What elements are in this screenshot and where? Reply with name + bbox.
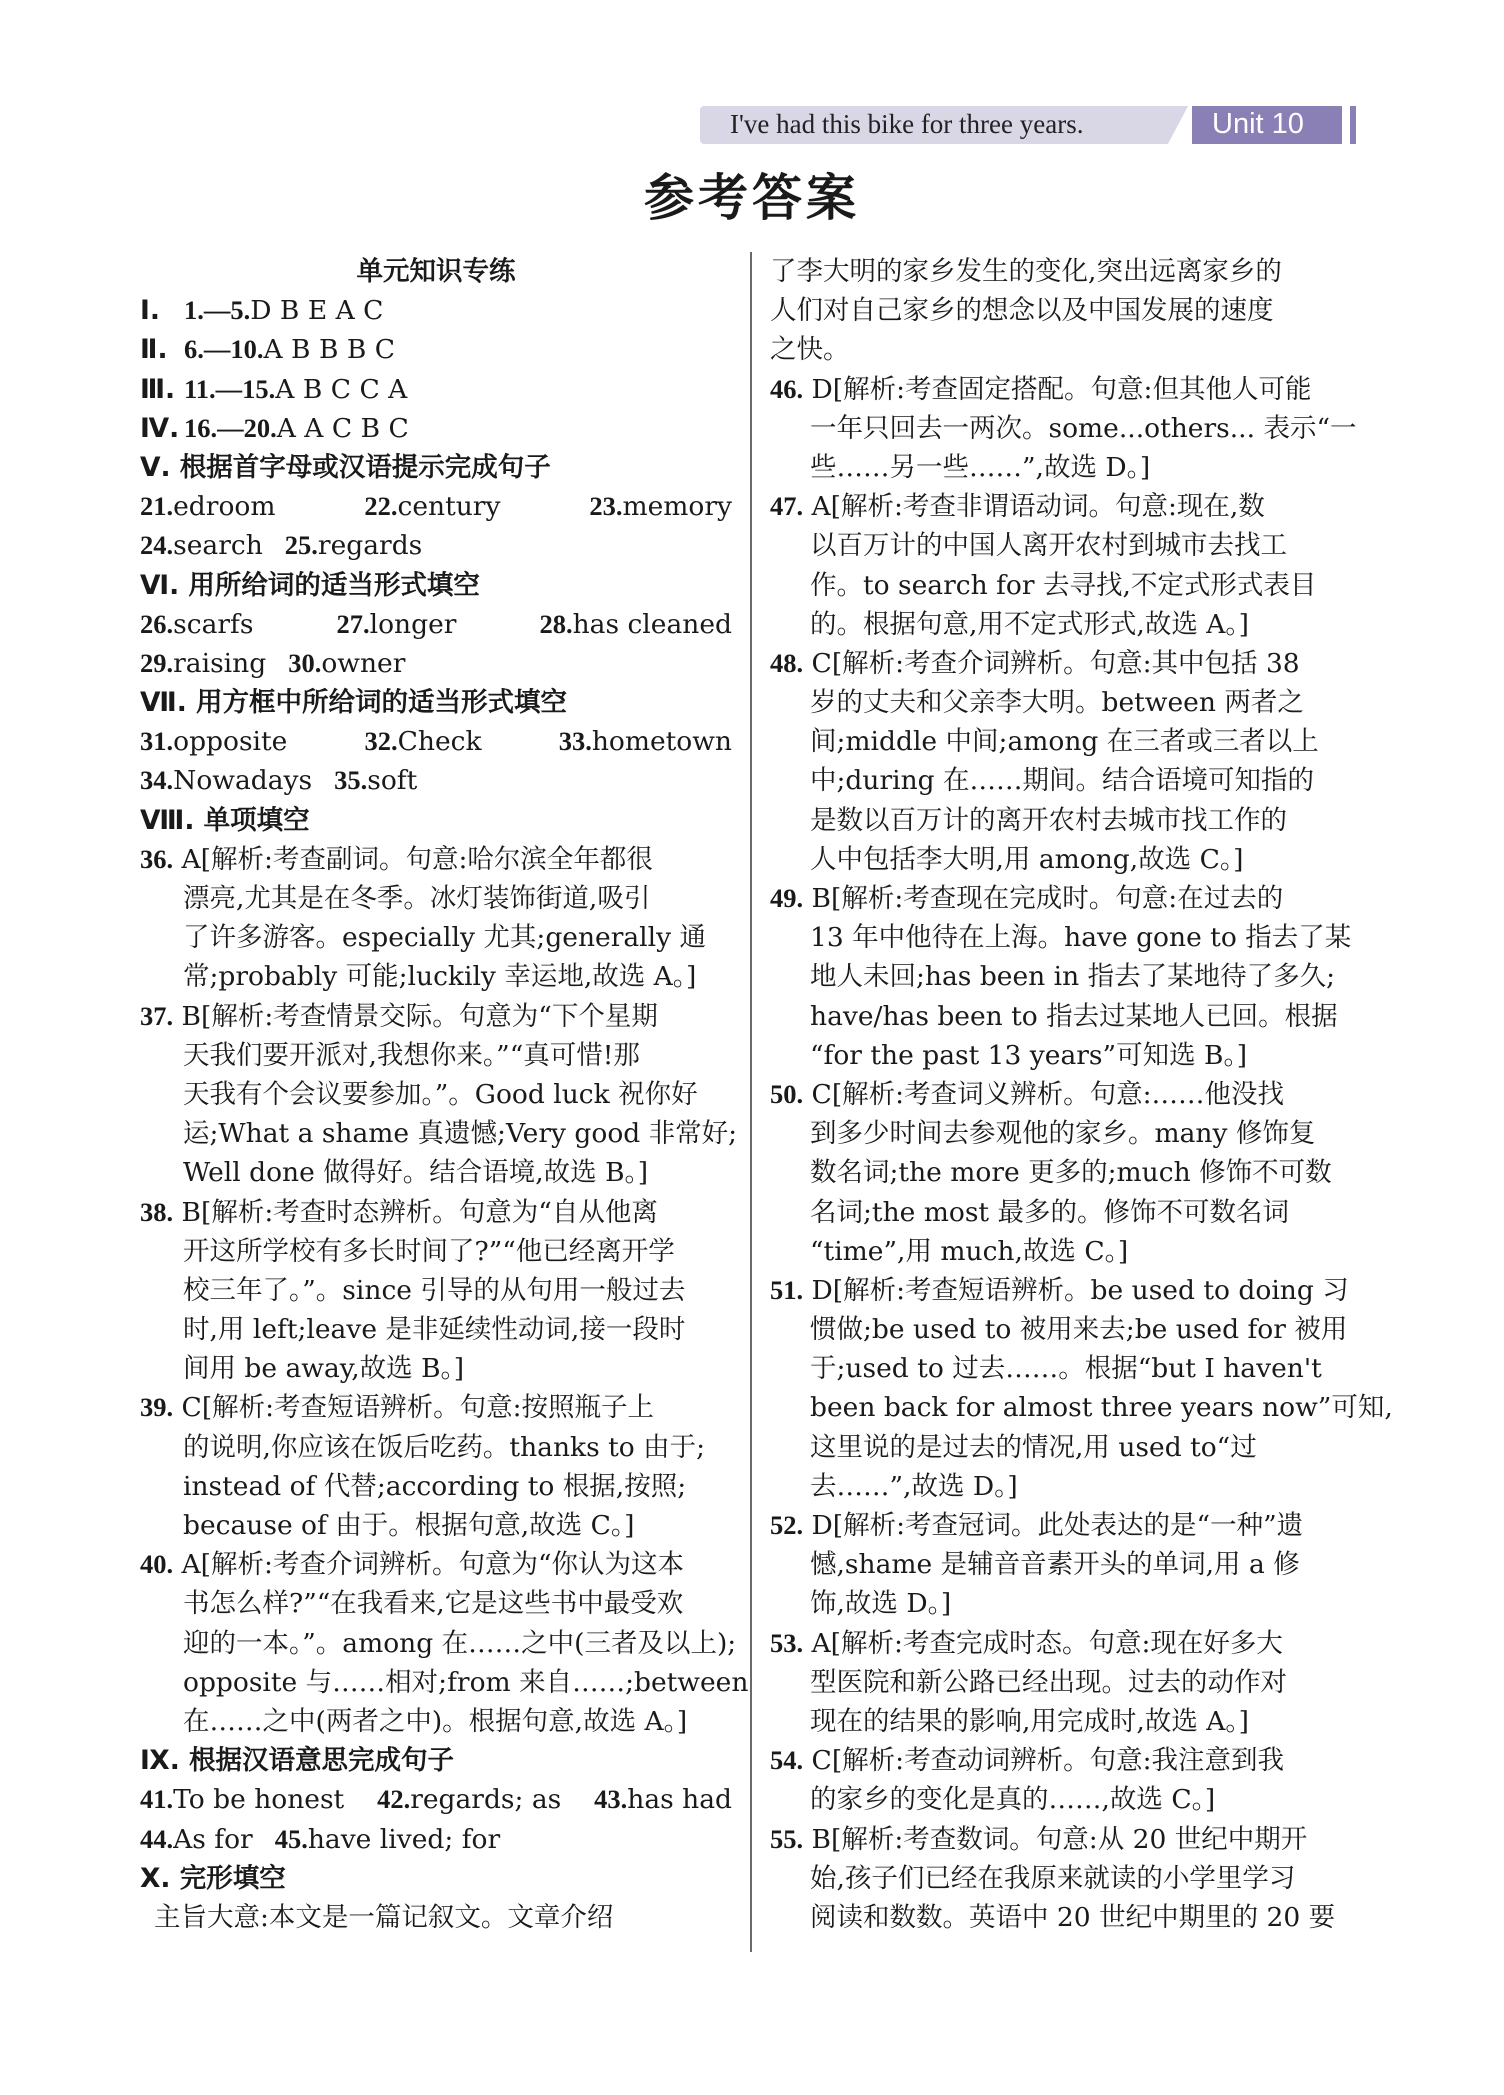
answer-item — [365, 722, 482, 761]
explanation-line: 的。根据句意,用不定式形式,故选 A。] — [810, 608, 1249, 640]
question-number: 39. — [140, 1392, 174, 1423]
answer-text: opposite — [173, 726, 288, 758]
explanation-text: A[解析:考查完成时态。句意:现在好多大 — [803, 1627, 1283, 1659]
question-number: 22. — [364, 491, 398, 522]
question-number: 1.—5. — [184, 295, 251, 326]
question-number: 23. — [589, 491, 623, 522]
question-number: 48. — [770, 647, 804, 678]
answer-item — [140, 648, 266, 679]
question-number: 49. — [770, 883, 804, 913]
explanation-first-line — [770, 644, 1362, 683]
question-number: 37. — [140, 1000, 174, 1031]
explanation-text: D[解析:考查短语辨析。be used to doing 习 — [803, 1274, 1349, 1306]
explanation-line: 中;during 在……期间。结合语境可知指的 — [810, 765, 1315, 797]
question-number: 41. — [140, 1784, 174, 1815]
answer-text: longer — [369, 608, 457, 640]
explanation-first-line — [770, 1820, 1362, 1859]
explanation-text: A[解析:考查非谓语动词。句意:现在,数 — [803, 491, 1265, 523]
explanation-text: C[解析:考查词义辨析。句意:……他没找 — [803, 1078, 1285, 1110]
question-number: 6.—10. — [184, 334, 264, 365]
page-title: 参考答案 — [644, 169, 860, 227]
answer-item — [140, 765, 312, 796]
answer-text: A A C B C — [276, 412, 409, 444]
explanation-first-line — [770, 1271, 1362, 1310]
answer-text: D B E A C — [250, 295, 384, 327]
answer-item — [288, 648, 405, 679]
explanation-line: 开这所学校有多长时间了?”“他已经离开学 — [183, 1235, 675, 1267]
answer-item — [140, 1824, 253, 1855]
question-number: 51. — [770, 1274, 804, 1305]
question-number: 21. — [140, 491, 174, 522]
explanation-line: 时,用 left;leave 是非延续性动词,接一段时 — [183, 1314, 686, 1346]
question-number: 27. — [336, 608, 370, 639]
answer-row — [140, 1780, 732, 1819]
answer-row — [140, 761, 732, 800]
explanation-line: 憾,shame 是辅音音素开头的单词,用 a 修 — [810, 1549, 1300, 1581]
answer-item — [285, 530, 422, 561]
explanation-line: 漂亮,尤其是在冬季。冰灯装饰街道,吸引 — [183, 883, 651, 914]
answer-item — [364, 487, 500, 526]
column-divider — [750, 252, 752, 1952]
question-number: 34. — [140, 765, 174, 796]
question-number: 40. — [140, 1549, 174, 1580]
question-number: 31. — [140, 726, 174, 757]
answer-text: has had — [627, 1784, 732, 1816]
explanation-line: 校三年了。”。since 引导的从句用一般过去 — [183, 1274, 686, 1306]
explanation-first-line — [770, 1506, 1362, 1545]
header-end-bar — [1350, 106, 1356, 144]
answer-text: A B C C A — [275, 373, 408, 405]
explanation-line: 始,孩子们已经在我原来就读的小学里学习 — [810, 1862, 1296, 1894]
explanation-line: 这里说的是过去的情况,用 used to“过 — [810, 1431, 1257, 1463]
answer-text: soft — [367, 765, 418, 797]
answer-text: scarfs — [173, 608, 254, 640]
answer-row — [140, 291, 732, 330]
question-number: 29. — [140, 647, 174, 678]
explanation-line: “for the past 13 years”可知选 B。] — [810, 1039, 1248, 1071]
explanation-line: 岁的丈夫和父亲李大明。between 两者之 — [810, 687, 1304, 719]
question-number: 26. — [140, 608, 174, 639]
explanation-first-line — [140, 997, 732, 1036]
explanation-text: A[解析:考查介词辨析。句意为“你认为这本 — [173, 1549, 685, 1581]
explanation-line: have/has been to 指去过某地人已回。根据 — [810, 1000, 1338, 1032]
question-number: 28. — [539, 608, 573, 639]
question-number: 55. — [770, 1823, 804, 1854]
question-number: 45. — [274, 1823, 308, 1854]
answer-row — [140, 330, 732, 369]
answer-text: As for — [173, 1823, 253, 1855]
question-number: 25. — [284, 530, 318, 561]
question-number: 36. — [140, 843, 174, 874]
explanation-first-line — [140, 1545, 732, 1584]
answer-item — [140, 605, 253, 644]
explanation-text: B[解析:考查现在完成时。句意:在过去的 — [803, 883, 1284, 914]
explanation-line: 的家乡的变化是真的……,故选 C。] — [810, 1784, 1216, 1816]
explanation-first-line — [770, 1075, 1362, 1114]
section-heading: Ⅷ. 单项填空 — [140, 804, 310, 836]
answer-text: Check — [397, 726, 482, 758]
answer-item — [539, 605, 732, 644]
unit-label: Unit 10 — [1212, 108, 1304, 140]
passage-summary-line: 之快。 — [770, 334, 850, 366]
answer-row — [140, 722, 732, 761]
question-number: 24. — [140, 530, 174, 561]
answer-item — [140, 722, 287, 761]
question-number: 54. — [770, 1745, 804, 1776]
answer-row — [140, 526, 732, 565]
explanation-line: 一年只回去一两次。some...others... 表示“一 — [810, 412, 1357, 444]
explanation-line: “time”,用 much,故选 C。] — [810, 1235, 1129, 1267]
question-number: 43. — [594, 1784, 628, 1815]
answer-item — [559, 722, 732, 761]
explanation-text: D[解析:考查冠词。此处表达的是“一种”遗 — [803, 1510, 1304, 1541]
passage-summary-line: 主旨大意:本文是一篇记叙文。文章介绍 — [154, 1901, 614, 1933]
explanation-line: 型医院和新公路已经出现。过去的动作对 — [810, 1666, 1287, 1698]
explanation-line: 运;What a shame 真遗憾;Very good 非常好; — [183, 1118, 738, 1150]
explanation-first-line — [770, 1741, 1362, 1780]
answer-row — [140, 1820, 732, 1859]
explanation-first-line — [770, 879, 1362, 918]
header-sentence: I've had this bike for three years. — [730, 109, 1084, 139]
answer-text: raising — [173, 647, 267, 679]
explanation-line: 间;middle 中间;among 在三者或三者以上 — [810, 726, 1319, 758]
explanation-first-line — [140, 840, 732, 879]
explanation-first-line — [770, 1624, 1362, 1663]
explanation-text: B[解析:考查数词。句意:从 20 世纪中期开 — [803, 1823, 1308, 1855]
answer-item — [140, 1780, 344, 1819]
section-heading: Ⅵ. 用所给词的适当形式填空 — [140, 569, 480, 601]
explanation-line: 去……”,故选 D。] — [810, 1470, 1018, 1502]
section-heading: Ⅶ. 用方框中所给词的适当形式填空 — [140, 687, 568, 719]
explanation-line: instead of 代替;according to 根据,按照; — [183, 1470, 687, 1502]
explanation-first-line — [140, 1388, 732, 1427]
explanation-text: C[解析:考查短语辨析。句意:按照瓶子上 — [173, 1392, 655, 1424]
explanation-line: 地人未回;has been in 指去了某地待了多久; — [810, 961, 1336, 993]
explanation-line: opposite 与……相对;from 来自……;between — [183, 1666, 749, 1698]
explanation-line: 天我有个会议要参加。”。Good luck 祝你好 — [183, 1078, 698, 1110]
explanation-line: 作。to search for 去寻找,不定式形式表目 — [810, 569, 1317, 601]
question-number: 52. — [770, 1510, 804, 1540]
explanation-line: 13 年中他待在上海。have gone to 指去了某 — [810, 922, 1352, 954]
explanation-text: B[解析:考查情景交际。句意为“下个星期 — [173, 1000, 658, 1032]
explanation-line: 天我们要开派对,我想你来。”“真可惜!那 — [183, 1039, 640, 1071]
answer-text: hometown — [591, 726, 732, 758]
section-heading: Ⅸ. 根据汉语意思完成句子 — [140, 1745, 454, 1777]
explanation-line: 名词;the most 最多的。修饰不可数名词 — [810, 1196, 1290, 1228]
answer-item — [140, 487, 275, 526]
answer-row — [140, 370, 732, 409]
explanation-first-line — [770, 370, 1362, 409]
explanation-line: 些……另一些……”,故选 D。] — [810, 451, 1151, 483]
answer-text: has cleaned — [572, 608, 732, 640]
question-number: 16.—20. — [184, 412, 277, 443]
explanation-line: 到多少时间去参观他的家乡。many 修饰复 — [810, 1118, 1316, 1150]
roman-numeral: Ⅰ. — [140, 295, 160, 327]
answer-item — [275, 1824, 500, 1855]
explanation-line: Well done 做得好。结合语境,故选 B。] — [183, 1157, 649, 1189]
question-number: 47. — [770, 491, 804, 522]
answer-item — [589, 487, 732, 526]
explanation-text: C[解析:考查动词辨析。句意:我注意到我 — [803, 1745, 1285, 1777]
question-number: 44. — [140, 1823, 174, 1854]
explanation-text: C[解析:考查介词辨析。句意:其中包括 38 — [803, 647, 1300, 679]
answer-row — [140, 487, 732, 526]
answer-text: owner — [321, 647, 406, 679]
answer-text: have lived; for — [307, 1823, 501, 1855]
explanation-line: been back for almost three years now”可知, — [810, 1392, 1393, 1424]
question-number: 30. — [288, 647, 322, 678]
explanation-line: 以百万计的中国人离开农村到城市去找工 — [810, 530, 1287, 562]
passage-summary-line: 人们对自己家乡的想念以及中国发展的速度 — [770, 295, 1274, 327]
explanation-line: 的说明,你应该在饭后吃药。thanks to 由于; — [183, 1431, 706, 1463]
explanation-text: A[解析:考查副词。句意:哈尔滨全年都很 — [173, 843, 653, 875]
explanation-line: 于;used to 过去……。根据“but I haven't — [810, 1353, 1322, 1385]
section-heading: Ⅴ. 根据首字母或汉语提示完成句子 — [140, 451, 551, 483]
question-number: 53. — [770, 1627, 804, 1658]
answer-item — [336, 605, 456, 644]
explanation-text: B[解析:考查时态辨析。句意为“自从他离 — [173, 1196, 658, 1228]
right-column — [770, 252, 1393, 1937]
unit-header-banner — [700, 106, 1360, 144]
section-heading: Ⅹ. 完形填空 — [140, 1862, 286, 1894]
answer-item — [334, 765, 417, 796]
explanation-line: 数名词;the more 更多的;much 修饰不可数 — [810, 1157, 1332, 1189]
explanation-line: 饰,故选 D。] — [810, 1588, 952, 1620]
answer-text: To be honest — [173, 1784, 345, 1816]
question-number: 46. — [770, 373, 804, 404]
answer-item — [594, 1780, 732, 1819]
answer-text: A B B B C — [263, 334, 396, 366]
question-number: 11.—15. — [184, 373, 276, 404]
explanation-line: 间用 be away,故选 B。] — [183, 1353, 465, 1385]
answer-text: search — [173, 530, 263, 562]
explanation-text: D[解析:考查固定搭配。句意:但其他人可能 — [803, 373, 1312, 405]
question-number: 50. — [770, 1078, 804, 1109]
roman-numeral: Ⅲ. — [140, 373, 176, 405]
explanation-line: 常;probably 可能;luckily 幸运地,故选 A。] — [183, 961, 697, 993]
answer-text: regards — [317, 530, 423, 562]
answer-row — [140, 409, 732, 448]
answer-text: century — [397, 491, 501, 523]
answer-text: edroom — [173, 491, 276, 523]
question-number: 33. — [558, 726, 592, 757]
answer-text: Nowadays — [173, 765, 313, 797]
answer-row — [140, 605, 732, 644]
explanation-line: 迎的一本。”。among 在……之中(三者及以上); — [183, 1627, 737, 1659]
question-number: 38. — [140, 1196, 174, 1227]
explanation-line: 人中包括李大明,用 among,故选 C。] — [810, 843, 1244, 875]
answer-item — [377, 1780, 561, 1819]
explanation-line: 阅读和数数。英语中 20 世纪中期里的 20 要 — [810, 1901, 1336, 1933]
question-number: 42. — [377, 1784, 411, 1815]
section-subtitle: 单元知识专练 — [356, 256, 516, 287]
explanation-line: because of 由于。根据句意,故选 C。] — [183, 1510, 635, 1541]
explanation-line: 是数以百万计的离开农村去城市找工作的 — [810, 804, 1287, 836]
answer-text: memory — [622, 491, 732, 523]
explanation-first-line — [770, 487, 1362, 526]
question-number: 32. — [364, 726, 398, 757]
question-number: 35. — [334, 765, 368, 796]
explanation-line: 书怎么样?”“在我看来,它是这些书中最受欢 — [183, 1588, 684, 1620]
explanation-line: 惯做;be used to 被用来去;be used for 被用 — [810, 1314, 1348, 1346]
answer-item — [140, 530, 263, 561]
roman-numeral: Ⅱ. — [140, 334, 168, 366]
explanation-line: 了许多游客。especially 尤其;generally 通 — [183, 922, 707, 954]
explanation-line: 现在的结果的影响,用完成时,故选 A。] — [810, 1705, 1249, 1737]
explanation-line: 在……之中(两者之中)。根据句意,故选 A。] — [183, 1705, 688, 1737]
left-column — [140, 252, 749, 1937]
answer-text: regards; as — [410, 1784, 562, 1816]
passage-summary-line: 了李大明的家乡发生的变化,突出远离家乡的 — [770, 256, 1282, 287]
answer-row — [140, 644, 732, 683]
explanation-first-line — [140, 1193, 732, 1232]
roman-numeral: Ⅳ. — [140, 412, 180, 444]
